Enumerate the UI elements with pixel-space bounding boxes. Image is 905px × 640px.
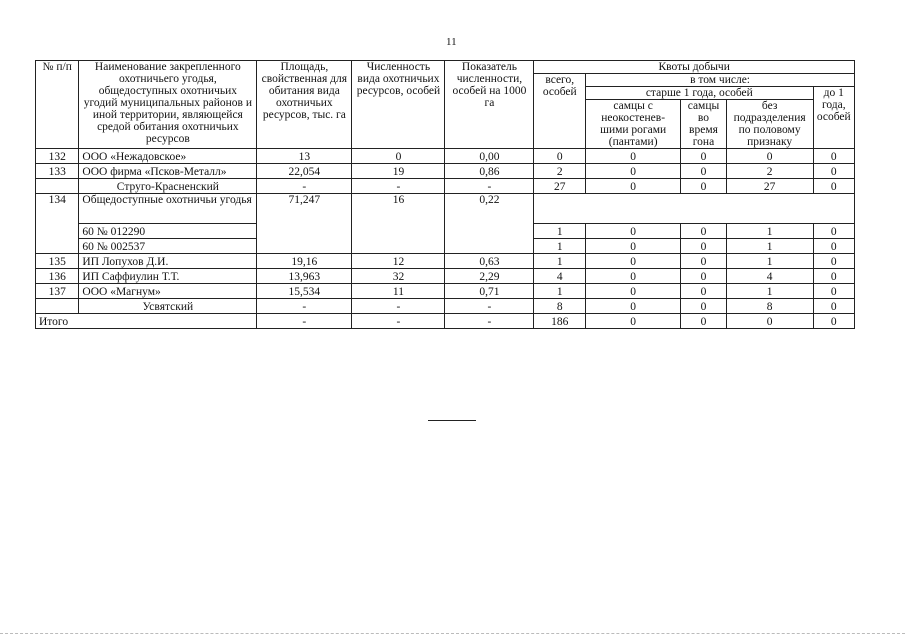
row-num: 132 — [36, 149, 79, 164]
row-males-rut: 0 — [681, 239, 726, 254]
row-total: 1 — [534, 284, 586, 299]
row-under1: 0 — [813, 224, 854, 239]
quota-table — [35, 60, 855, 329]
row-males-antlers: 0 — [586, 149, 681, 164]
row-num-empty — [36, 179, 79, 194]
header-quotas: Квоты добычи — [534, 61, 855, 74]
scan-edge-line — [0, 633, 905, 634]
row-males-rut: 0 — [681, 269, 726, 284]
header-num: № п/п — [36, 61, 79, 149]
table-row — [36, 269, 855, 284]
row-under1: 0 — [813, 284, 854, 299]
table-row — [36, 254, 855, 269]
sub-row-name: 60 № 012290 — [79, 224, 257, 239]
row-total: 1 — [534, 239, 586, 254]
district-row — [36, 299, 855, 314]
row-population: 16 — [352, 194, 445, 254]
row-empty-quota — [534, 194, 855, 224]
row-no-sex: 0 — [726, 314, 813, 329]
row-total: 2 — [534, 164, 586, 179]
row-under1: 0 — [813, 314, 854, 329]
row-num: 137 — [36, 284, 79, 299]
district-name: Усвятский — [79, 299, 257, 314]
row-males-rut: 0 — [681, 164, 726, 179]
header-under1: до 1 года, особей — [813, 87, 854, 149]
row-males-rut: 0 — [681, 284, 726, 299]
row-area: 22,054 — [257, 164, 352, 179]
row-num: 136 — [36, 269, 79, 284]
row-area: 13,963 — [257, 269, 352, 284]
page-number: 11 — [446, 36, 457, 48]
row-num-empty — [36, 299, 79, 314]
sub-row-name: 60 № 002537 — [79, 239, 257, 254]
header-area: Площадь, свойственная для обитания вида охотничьих ресурсов, тыс. га — [257, 61, 352, 149]
row-under1: 0 — [813, 239, 854, 254]
row-name: ООО «Магнум» — [79, 284, 257, 299]
row-total: 4 — [534, 269, 586, 284]
row-total: 0 — [534, 149, 586, 164]
row-density: 0,63 — [445, 254, 534, 269]
row-total: 27 — [534, 179, 586, 194]
district-row — [36, 179, 855, 194]
header-including: в том числе: — [586, 74, 855, 87]
row-males-antlers: 0 — [586, 224, 681, 239]
header-males-antlers: самцы с неокостенев-шими рогами (пантами) — [586, 100, 681, 149]
row-area: 13 — [257, 149, 352, 164]
row-total: 1 — [534, 224, 586, 239]
header-total: всего, особей — [534, 74, 586, 149]
row-no-sex: 1 — [726, 284, 813, 299]
table-row — [36, 149, 855, 164]
row-males-antlers: 0 — [586, 164, 681, 179]
row-population: 19 — [352, 164, 445, 179]
row-total: 8 — [534, 299, 586, 314]
row-males-rut: 0 — [681, 314, 726, 329]
row-no-sex: 1 — [726, 254, 813, 269]
table-row — [36, 194, 855, 224]
row-no-sex: 27 — [726, 179, 813, 194]
row-population: - — [352, 314, 445, 329]
row-area: 19,16 — [257, 254, 352, 269]
row-name: ИП Лопухов Д.И. — [79, 254, 257, 269]
row-area: - — [257, 179, 352, 194]
row-population: 32 — [352, 269, 445, 284]
total-row — [36, 314, 855, 329]
row-males-antlers: 0 — [586, 254, 681, 269]
row-under1: 0 — [813, 299, 854, 314]
row-density: 0,22 — [445, 194, 534, 254]
row-under1: 0 — [813, 269, 854, 284]
row-name: ООО «Нежадовское» — [79, 149, 257, 164]
row-under1: 0 — [813, 149, 854, 164]
row-males-rut: 0 — [681, 149, 726, 164]
row-density: 0,71 — [445, 284, 534, 299]
row-area: - — [257, 299, 352, 314]
row-density: - — [445, 179, 534, 194]
district-name: Струго-Красненский — [79, 179, 257, 194]
row-under1: 0 — [813, 164, 854, 179]
row-no-sex: 4 — [726, 269, 813, 284]
row-area: 15,534 — [257, 284, 352, 299]
row-males-antlers: 0 — [586, 314, 681, 329]
row-males-antlers: 0 — [586, 284, 681, 299]
table-row — [36, 284, 855, 299]
header-no-sex: без подразделения по половому признаку — [726, 100, 813, 149]
row-males-rut: 0 — [681, 179, 726, 194]
row-density: - — [445, 314, 534, 329]
header-density: Показатель численности, особей на 1000 га — [445, 61, 534, 149]
row-population: 12 — [352, 254, 445, 269]
row-num: 133 — [36, 164, 79, 179]
row-no-sex: 8 — [726, 299, 813, 314]
row-name: ИП Саффиулин Т.Т. — [79, 269, 257, 284]
row-males-rut: 0 — [681, 254, 726, 269]
row-area: 71,247 — [257, 194, 352, 254]
total-label: Итого — [36, 314, 257, 329]
row-males-rut: 0 — [681, 299, 726, 314]
row-num: 135 — [36, 254, 79, 269]
row-males-antlers: 0 — [586, 179, 681, 194]
row-no-sex: 0 — [726, 149, 813, 164]
row-population: 11 — [352, 284, 445, 299]
row-area: - — [257, 314, 352, 329]
row-total: 186 — [534, 314, 586, 329]
row-population: 0 — [352, 149, 445, 164]
row-males-rut: 0 — [681, 224, 726, 239]
row-population: - — [352, 179, 445, 194]
header-males-rut: самцы во время гона — [681, 100, 726, 149]
row-name: Общедоступные охотничьи угодья — [79, 194, 257, 224]
row-under1: 0 — [813, 254, 854, 269]
row-density: 0,86 — [445, 164, 534, 179]
row-no-sex: 1 — [726, 224, 813, 239]
row-density: 0,00 — [445, 149, 534, 164]
row-no-sex: 2 — [726, 164, 813, 179]
table-row — [36, 164, 855, 179]
row-num: 134 — [36, 194, 79, 254]
row-name: ООО фирма «Псков-Металл» — [79, 164, 257, 179]
row-under1: 0 — [813, 179, 854, 194]
row-males-antlers: 0 — [586, 299, 681, 314]
row-population: - — [352, 299, 445, 314]
header-older: старше 1 года, особей — [586, 87, 813, 100]
row-males-antlers: 0 — [586, 239, 681, 254]
end-rule — [428, 420, 476, 421]
row-total: 1 — [534, 254, 586, 269]
row-males-antlers: 0 — [586, 269, 681, 284]
row-density: 2,29 — [445, 269, 534, 284]
row-no-sex: 1 — [726, 239, 813, 254]
row-density: - — [445, 299, 534, 314]
header-name: Наименование закрепленного охотничьего угодья, общедоступных охотничьих угодий муниципальных районов и иной территории, являющейся средой обитания охотничьих ресурсов — [79, 61, 257, 149]
header-population: Численность вида охотничьих ресурсов, особей — [352, 61, 445, 149]
